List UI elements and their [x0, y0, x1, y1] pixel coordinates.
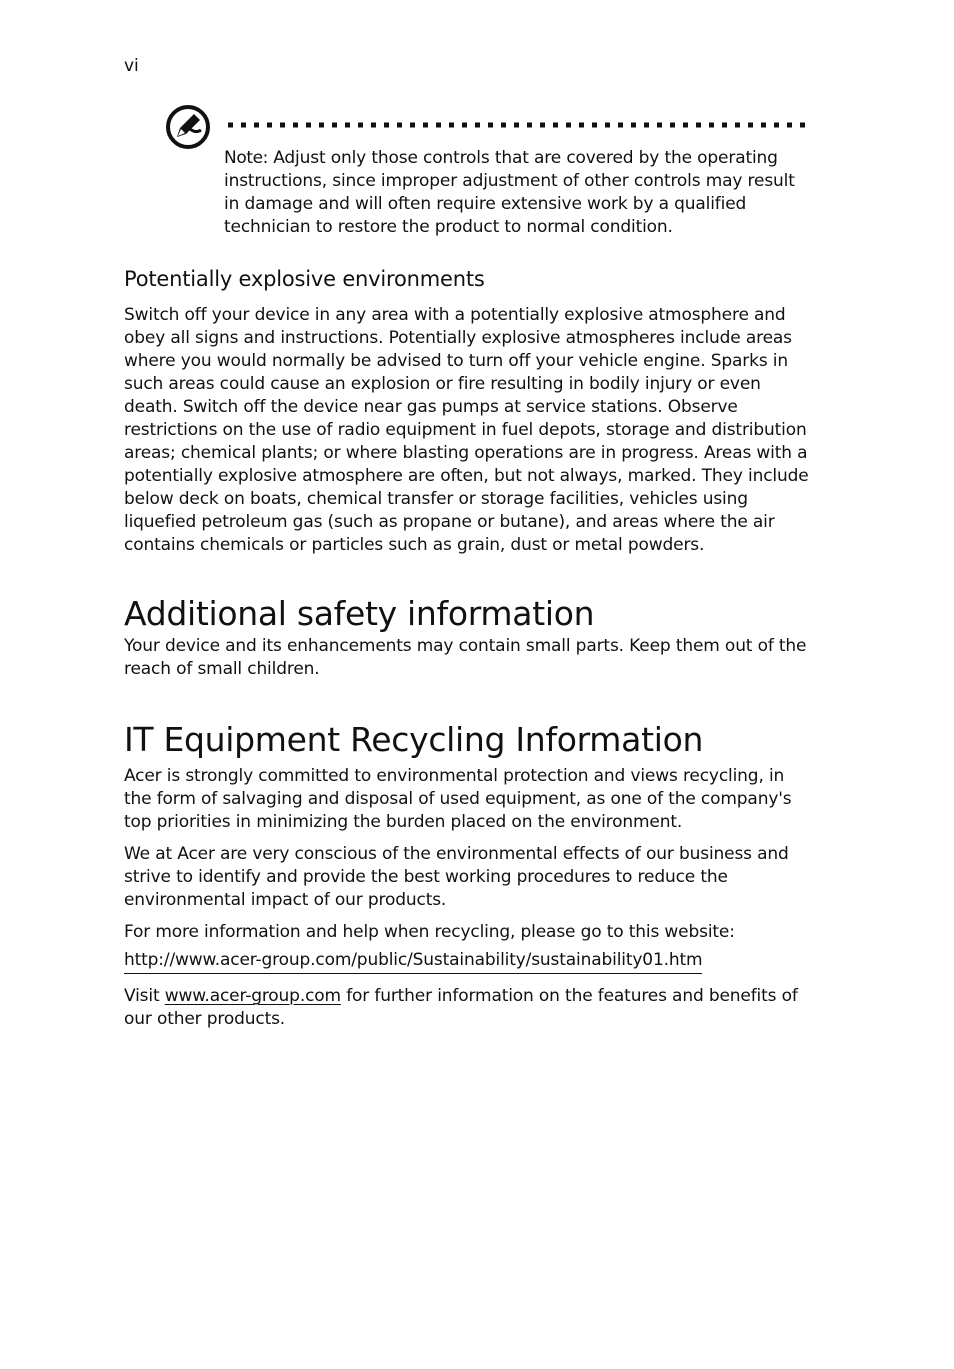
visit-paragraph	[124, 985, 814, 1031]
main-content	[124, 265, 814, 1031]
recycling-paragraph-3: For more information and help when recycling, please go to this website:	[124, 922, 735, 942]
note-pencil-icon	[165, 104, 211, 150]
heading-additional-safety: Additional safety information	[124, 594, 595, 633]
recycling-paragraph-2: We at Acer are very conscious of the environmental effects of our business and strive to identify and provide the best working procedures to reduce the environmental impact of our products.	[124, 844, 789, 910]
visit-suffix: for further information on the features and benefits of our other products.	[124, 986, 798, 1029]
acer-group-link[interactable]: www.acer-group.com	[164, 986, 341, 1006]
note-text	[224, 147, 804, 239]
page-number: vi	[124, 56, 139, 76]
heading-explosive-environments: Potentially explosive environments	[124, 267, 485, 291]
note-label: Note:	[224, 148, 268, 168]
additional-safety-paragraph: Your device and its enhancements may contain small parts. Keep them out of the reach of small children.	[124, 636, 807, 679]
explosive-paragraph: Switch off your device in any area with a potentially explosive atmosphere and obey all signs and instructions. Potentially explosive atmospheres include areas where you would normally be advised to turn off your vehicle engine. Sparks in such areas could cause an explosion or fire resulting in bodily injury or even death. Switch off the device near gas pumps at service stations. Observe restrictions on the use of radio equipment in fuel depots, storage and distribution areas; chemical plants; or where blasting operations are in progress. Areas with a potentially explosive atmosphere are often, but not always, marked. They include below deck on boats, chemical transfer or storage facilities, vehicles using liquefied petroleum gas (such as propane or butane), and areas where the air contains chemicals or particles such as grain, dust or metal powders.	[124, 305, 809, 555]
heading-recycling: IT Equipment Recycling Information	[124, 720, 704, 759]
sustainability-url-link[interactable]: http://www.acer-group.com/public/Sustainability/sustainability01.htm	[124, 949, 702, 974]
recycling-paragraph-1: Acer is strongly committed to environmental protection and views recycling, in the form of salvaging and disposal of used equipment, as one of the company's top priorities in minimizing the burden placed on the environment.	[124, 766, 792, 832]
visit-prefix: Visit	[124, 986, 165, 1006]
note-body: Adjust only those controls that are covered by the operating instructions, since improper adjustment of other controls may result in damage and will often require extensive work by a qualified technician to restore the product to normal condition.	[224, 148, 795, 237]
note-divider	[226, 122, 810, 128]
